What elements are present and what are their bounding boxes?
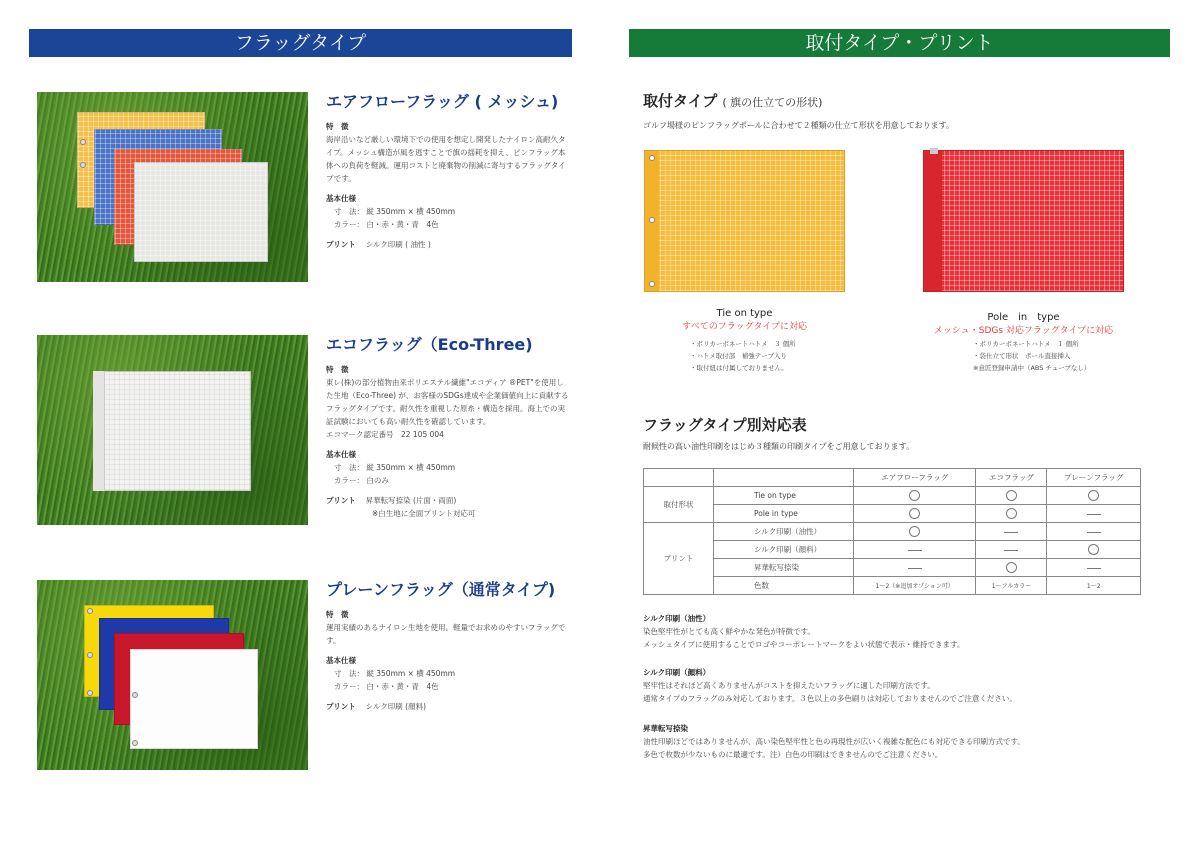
product-title: エコフラッグ（Eco-Three) [326,335,533,354]
airflow-flag-photo [37,92,308,282]
plain-flag-photo [37,580,308,770]
feature-text: 運用実績のあるナイロン生地を使用。軽量でお求めのやすいフラッグです。 [326,623,566,645]
attach-desc: ゴルフ場様のピンフラッグポールに合わせて２種類の仕立て形状を用意しております。 [643,121,955,130]
left-banner: フラッグタイプ [29,29,572,57]
pole-in-bullets: ・ポリカーボネートハトメ １ 個所 ・袋仕立て形状 ポール直接挿入 ※意匠登録申請中（ABS チューブなし） [973,340,1091,372]
product-airflow: エアフローフラッグ ( メッシュ) 特 徴 海岸沿いなど厳しい環境下での使用を想定し開発したナイロン高耐久タイプ。メッシュ構造が風を逃すことで旗の揺耗を抑え、ピンフラッグ本体への負荷を軽減。運用コストと廃棄物の削減に寄与するフラッグタイプです。 基本仕様 寸 法： 縦 350mm × 横 450mm カラー： 白・赤・黄・青 4色 プリント シルク印刷 ( 油性 ) [326,92,571,251]
product-title: プレーンフラッグ（通常タイプ) [326,580,556,599]
compat-desc: 耐候性の高い油性印刷をはじめ３種類の印刷タイプをご用意しております。 [643,442,914,451]
tie-on-caption: Tie on type すべてのフラッグタイプに対応 [681,308,807,332]
note-silk-oil: シルク印刷（油性） 染色堅牢性がとても高く鮮やかな発色が特徴です。 メッシュタイプに使用することでロゴやコーポレートマークをよい状態で表示・維持できます。 [643,614,965,649]
attach-title: 取付タイプ ( 旗の仕立ての形状) [643,92,823,110]
eco-flag-photo [37,335,308,525]
compat-table: エアフローフラッグ エコフラッグ プレーンフラッグ 取付形状 Tie on type Pole in type プリント シルク印刷（油性） シルク印刷（顔料） 昇華転写捺染 色数 1〜2（※追加オプション可） 1〜フルカラー 1〜2 [643,468,1141,595]
feature-text: 海岸沿いなど厳しい環境下での使用を想定し開発したナイロン高耐久タイプ。メッシュ構造が風を逃すことで旗の揺耗を抑え、ピンフラッグ本体への負荷を軽減。運用コストと廃棄物の削減に寄与するフラッグタイプです。 [326,135,566,183]
tie-on-bullets: ・ポリカーボネートハトメ ３ 個所 ・ハトメ取付部 補強テープ入り ・取付紐は付属しておりません。 [690,340,796,372]
product-title: エアフローフラッグ ( メッシュ) [326,92,559,111]
eco-mark: エコマーク認定番号 22 105 004 [326,430,444,439]
right-banner: 取付タイプ・プリント [629,29,1170,57]
product-plain: プレーンフラッグ（通常タイプ) 特 徴 運用実績のあるナイロン生地を使用。軽量でお求めのやすいフラッグです。 基本仕様 寸 法： 縦 350mm × 横 450mm カラー： 白・赤・黄・青 4色 プリント シルク印刷 (顔料) [326,580,571,713]
note-sublimation: 昇華転写捺染 油性印刷ほどではありませんが、高い染色堅牢性と色の再現性が広いく複雑な配色にも対応できる印刷方式です。 多色で枚数が少ないものに最適です。注）白色の印刷はできませんのでご注意ください。 [643,724,1025,759]
tie-on-sample [644,150,845,292]
pole-in-sample [923,150,1124,292]
feature-text: 東レ(株)の部分植物由来ポリエステル繊維"エコディア ®PET"を使用した生地（Eco-Three) が、お客様のSDGs達成や企業価値向上に貢献するフラッグタイプです。耐久性を重視した原糸・構造を採用。海上での実証試験においても高い耐久性を確認しています。 [326,378,569,426]
pole-in-caption: Pole in type メッシュ・SDGs 対応フラッグタイプに対応 [933,312,1114,336]
compat-title: フラッグタイプ別対応表 [643,416,807,434]
note-silk-pigment: シルク印刷（顔料） 堅牢性はそれほど高くありませんがコストを抑えたいフラッグに適した印刷方法です。 通常タイプのフラッグのみ対応しております。３色以上の多色刷りは対応しておりませんのでご注意ください。 [643,668,1017,703]
product-eco: エコフラッグ（Eco-Three) 特 徴 東レ(株)の部分植物由来ポリエステル繊維"エコディア ®PET"を使用した生地（Eco-Three) が、お客様のSDGs達成や企業価値向上に貢献するフラッグタイプです。耐久性を重視した原糸・構造を採用。海上での実証試験においても高い耐久性を確認しています。 エコマーク認定番号 22 105 004 基本仕様 寸 法： 縦 350mm × 横 450mm カラー： 白のみ プリント 昇華転写捺染 (片面・両面) ※白生地に全面プリント対応可 [326,335,571,520]
